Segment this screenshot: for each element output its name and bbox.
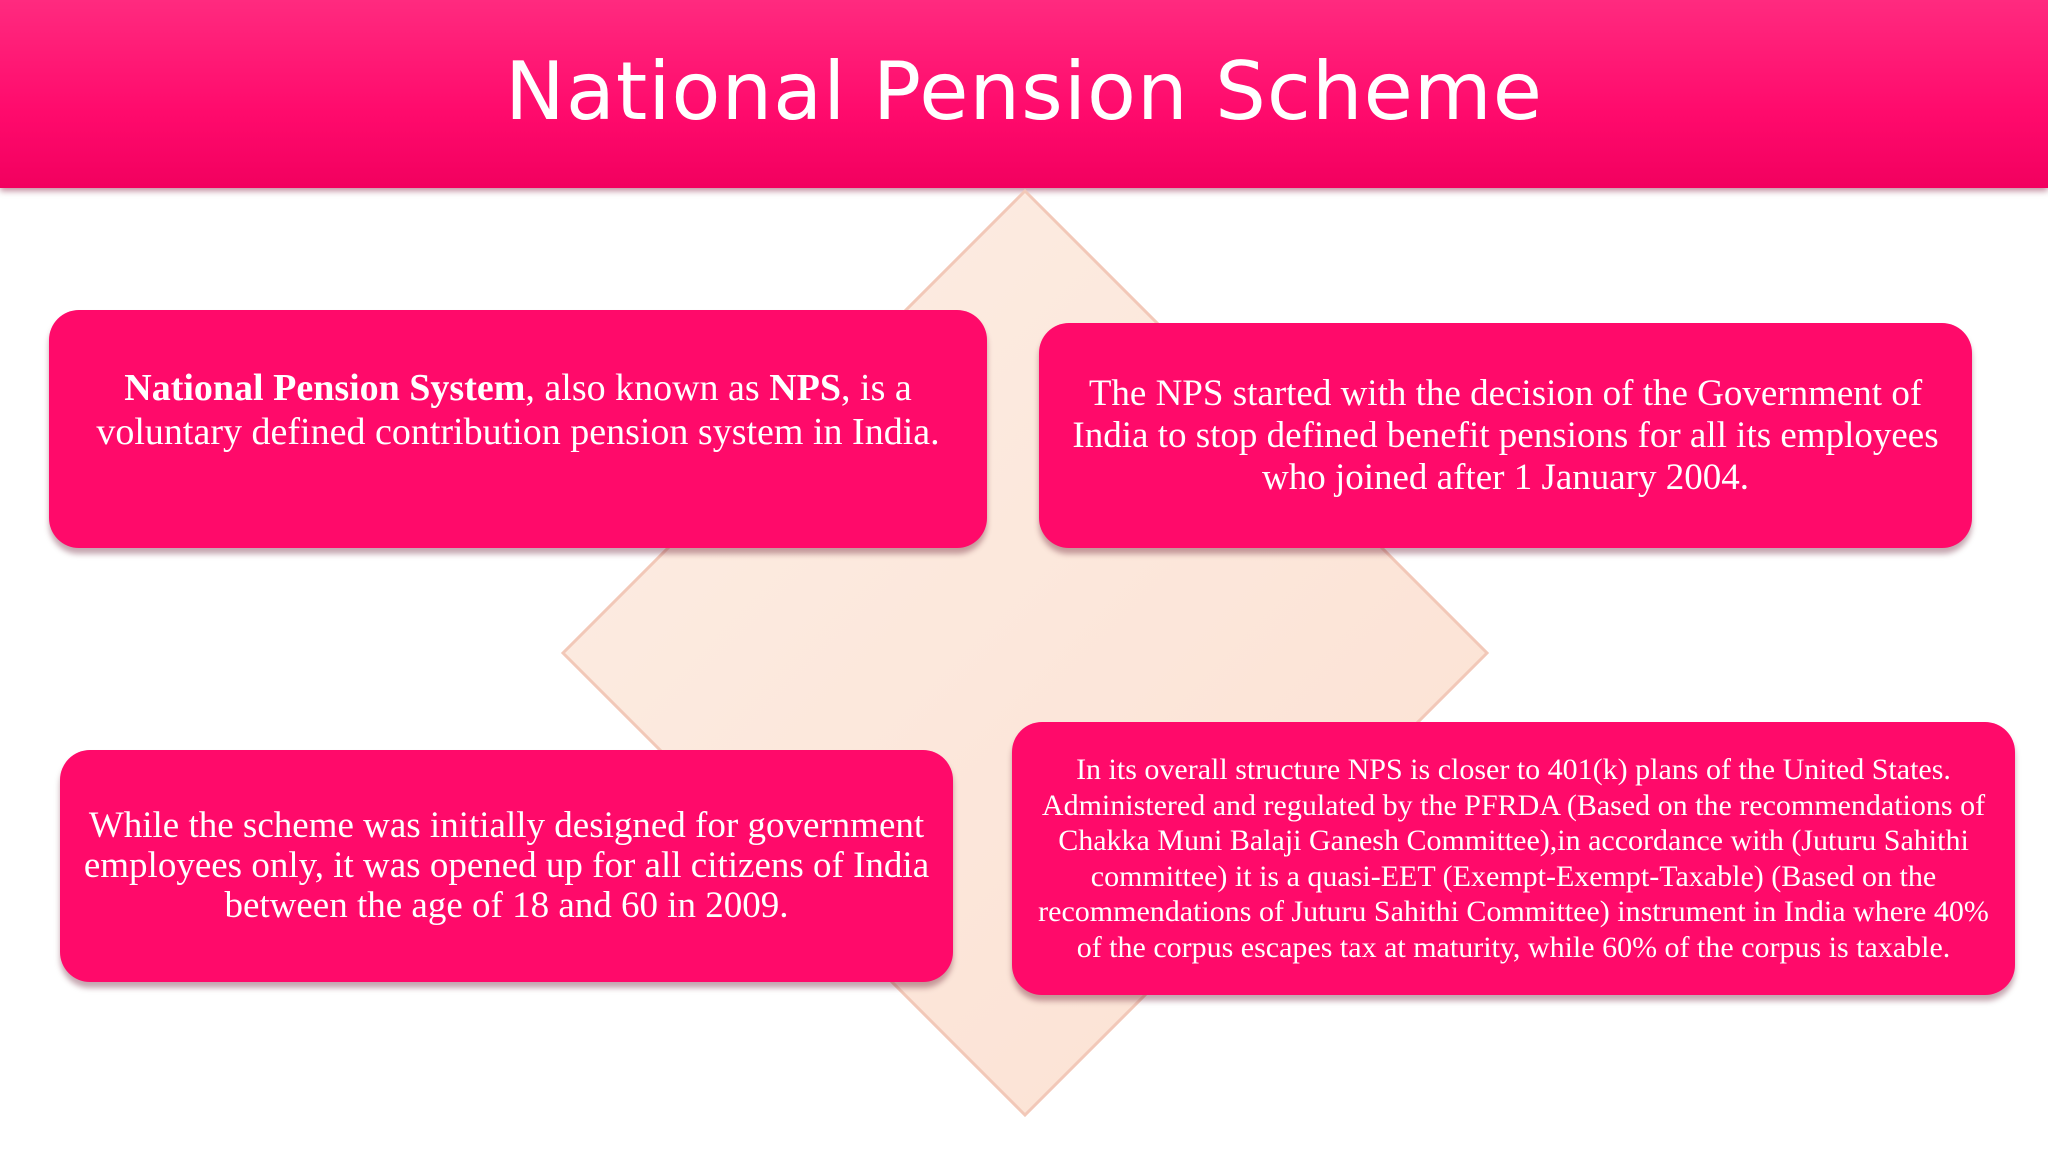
title-bar: [0, 0, 2048, 188]
term-nps: NPS: [769, 367, 842, 409]
text-segment: , also known as: [525, 367, 770, 409]
nps-structure-box: [1012, 722, 2015, 995]
nps-definition-box: [49, 310, 987, 548]
nps-start-text: The NPS started with the decision of the Government of India to stop defined benefit pensions for all its employees who joined after 1 January 2004.: [1072, 372, 1939, 498]
nps-start-box: [1039, 323, 1972, 548]
nps-eligibility-text: While the scheme was initially designed for government employees only, it was opened up for all citizens of India between the age of 18 and 60 in 2009.: [83, 805, 930, 926]
term-national-pension-system: National Pension System: [124, 367, 526, 409]
nps-structure-text: In its overall structure NPS is closer to 401(k) plans of the United States. Administered and regulated by the PFRDA (Based on the recommendations of Chakka Muni Balaji Ganesh Committee),in accordance with (Juturu Sahithi committee) it is a quasi-EET (Exempt-Exempt-Taxable) (Based on the recommendations of Juturu Sahithi Committee) instrument in India where 40% of the corpus escapes tax at maturity, while 60% of the corpus is taxable.: [1038, 753, 1989, 964]
nps-eligibility-box: [60, 750, 953, 982]
slide-title: National Pension Scheme: [505, 44, 1543, 138]
nps-definition-text: [69, 366, 967, 454]
text-segment: , is a voluntary defined contribution pension system in India.: [96, 367, 940, 453]
